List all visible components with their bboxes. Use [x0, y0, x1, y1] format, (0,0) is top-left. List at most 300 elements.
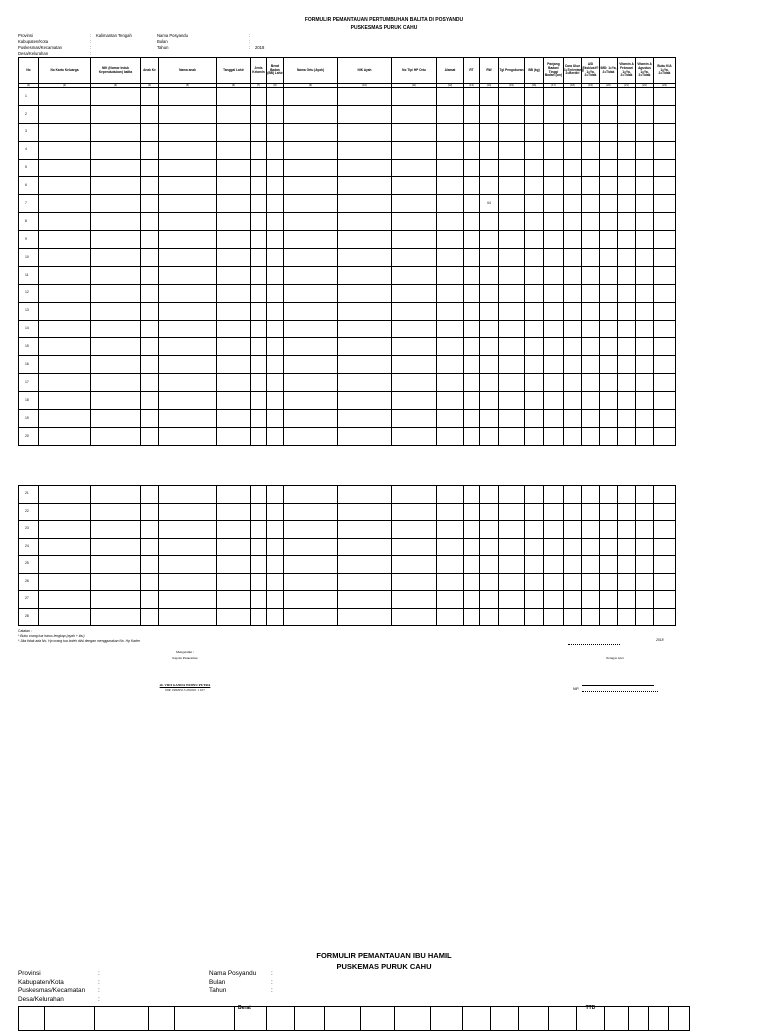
- table-cell[interactable]: [141, 302, 159, 320]
- table-cell[interactable]: [544, 392, 564, 410]
- table-cell[interactable]: [39, 213, 91, 231]
- table-cell[interactable]: [600, 427, 618, 445]
- table-cell[interactable]: [39, 249, 91, 267]
- table-cell[interactable]: [499, 392, 525, 410]
- table-cell[interactable]: [267, 427, 284, 445]
- table-cell[interactable]: [564, 591, 582, 609]
- table-cell[interactable]: [564, 608, 582, 626]
- table-cell[interactable]: [564, 105, 582, 123]
- table-cell[interactable]: [437, 302, 464, 320]
- table-cell[interactable]: [39, 141, 91, 159]
- table-cell[interactable]: [338, 503, 392, 521]
- table-cell[interactable]: [544, 608, 564, 626]
- table-cell[interactable]: [91, 320, 141, 338]
- table-cell[interactable]: [480, 213, 499, 231]
- table-cell[interactable]: [544, 284, 564, 302]
- table-cell[interactable]: [636, 213, 654, 231]
- table-cell[interactable]: [544, 410, 564, 428]
- table-cell[interactable]: [159, 538, 217, 556]
- table-cell[interactable]: [525, 427, 544, 445]
- table-cell[interactable]: [437, 374, 464, 392]
- table-cell[interactable]: [636, 88, 654, 106]
- table-cell[interactable]: [564, 374, 582, 392]
- table-cell[interactable]: [267, 88, 284, 106]
- table-cell[interactable]: [544, 486, 564, 504]
- table-cell[interactable]: [284, 177, 338, 195]
- table-cell[interactable]: [141, 486, 159, 504]
- table-cell[interactable]: [159, 356, 217, 374]
- table-cell[interactable]: [141, 88, 159, 106]
- table-cell[interactable]: [251, 266, 267, 284]
- table-cell[interactable]: [618, 410, 636, 428]
- table-cell[interactable]: [217, 538, 251, 556]
- table-cell[interactable]: [392, 105, 437, 123]
- table-cell[interactable]: [91, 392, 141, 410]
- table-cell[interactable]: [217, 105, 251, 123]
- table-cell[interactable]: [217, 141, 251, 159]
- table-cell[interactable]: [499, 249, 525, 267]
- table-cell[interactable]: [544, 159, 564, 177]
- table-cell[interactable]: [636, 195, 654, 213]
- table-cell[interactable]: [618, 427, 636, 445]
- table-cell[interactable]: [654, 141, 676, 159]
- table-cell[interactable]: [480, 105, 499, 123]
- table-cell[interactable]: [480, 538, 499, 556]
- table-cell[interactable]: [392, 231, 437, 249]
- table-cell[interactable]: [544, 266, 564, 284]
- table-cell[interactable]: [392, 249, 437, 267]
- table-cell[interactable]: [267, 105, 284, 123]
- table-cell[interactable]: [251, 231, 267, 249]
- table-cell[interactable]: [464, 338, 480, 356]
- table-cell[interactable]: [636, 231, 654, 249]
- table-cell[interactable]: [141, 177, 159, 195]
- table-cell[interactable]: [267, 141, 284, 159]
- table-cell[interactable]: [480, 410, 499, 428]
- table-cell[interactable]: [600, 338, 618, 356]
- table-cell[interactable]: [636, 105, 654, 123]
- table-cell[interactable]: [600, 392, 618, 410]
- table-cell[interactable]: [480, 427, 499, 445]
- table-cell[interactable]: [480, 338, 499, 356]
- table-cell[interactable]: [582, 159, 600, 177]
- table-cell[interactable]: [437, 608, 464, 626]
- table-cell[interactable]: [217, 284, 251, 302]
- table-cell[interactable]: [39, 105, 91, 123]
- table-cell[interactable]: [267, 486, 284, 504]
- table-cell[interactable]: [499, 338, 525, 356]
- table-cell[interactable]: [525, 141, 544, 159]
- table-cell[interactable]: [217, 608, 251, 626]
- table-cell[interactable]: [141, 392, 159, 410]
- table-cell[interactable]: [582, 266, 600, 284]
- table-cell[interactable]: [251, 392, 267, 410]
- table-cell[interactable]: [217, 159, 251, 177]
- table-cell[interactable]: [91, 503, 141, 521]
- table-cell[interactable]: [618, 177, 636, 195]
- table-cell[interactable]: [159, 88, 217, 106]
- table-cell[interactable]: [284, 302, 338, 320]
- table-cell[interactable]: [582, 356, 600, 374]
- table-cell[interactable]: [464, 356, 480, 374]
- table-cell[interactable]: [267, 573, 284, 591]
- table-cell[interactable]: [284, 591, 338, 609]
- table-cell[interactable]: [618, 320, 636, 338]
- table-cell[interactable]: [636, 302, 654, 320]
- table-cell[interactable]: [267, 356, 284, 374]
- table-cell[interactable]: [338, 392, 392, 410]
- table-cell[interactable]: [636, 556, 654, 574]
- table-cell[interactable]: [618, 338, 636, 356]
- table-cell[interactable]: [636, 159, 654, 177]
- table-cell[interactable]: [618, 159, 636, 177]
- table-cell[interactable]: [464, 410, 480, 428]
- table-cell[interactable]: [392, 573, 437, 591]
- table-cell[interactable]: [217, 195, 251, 213]
- table-cell[interactable]: [480, 284, 499, 302]
- table-cell[interactable]: [91, 556, 141, 574]
- table-cell[interactable]: [284, 266, 338, 284]
- table-cell[interactable]: [600, 231, 618, 249]
- table-cell[interactable]: [141, 105, 159, 123]
- table-cell[interactable]: [338, 427, 392, 445]
- table-cell[interactable]: [141, 141, 159, 159]
- table-cell[interactable]: [392, 392, 437, 410]
- table-cell[interactable]: [480, 591, 499, 609]
- table-cell[interactable]: [338, 320, 392, 338]
- table-cell[interactable]: [159, 410, 217, 428]
- table-cell[interactable]: [251, 608, 267, 626]
- table-cell[interactable]: [267, 608, 284, 626]
- table-cell[interactable]: [392, 302, 437, 320]
- table-cell[interactable]: [544, 88, 564, 106]
- table-cell[interactable]: [437, 88, 464, 106]
- table-cell[interactable]: [564, 302, 582, 320]
- table-cell[interactable]: [437, 320, 464, 338]
- table-cell[interactable]: [464, 177, 480, 195]
- table-cell[interactable]: [392, 410, 437, 428]
- table-cell[interactable]: [582, 123, 600, 141]
- table-cell[interactable]: [480, 486, 499, 504]
- table-cell[interactable]: [525, 195, 544, 213]
- table-cell[interactable]: [544, 427, 564, 445]
- table-cell[interactable]: [636, 356, 654, 374]
- table-cell[interactable]: [91, 302, 141, 320]
- table-cell[interactable]: [284, 213, 338, 231]
- table-cell[interactable]: [159, 591, 217, 609]
- table-cell[interactable]: [392, 427, 437, 445]
- table-cell[interactable]: [636, 503, 654, 521]
- table-cell[interactable]: [437, 195, 464, 213]
- table-cell[interactable]: [499, 591, 525, 609]
- table-cell[interactable]: [636, 177, 654, 195]
- table-cell[interactable]: [437, 177, 464, 195]
- table-cell[interactable]: [582, 249, 600, 267]
- table-cell[interactable]: [600, 320, 618, 338]
- table-cell[interactable]: [480, 302, 499, 320]
- table-cell[interactable]: [582, 320, 600, 338]
- table-cell[interactable]: [91, 123, 141, 141]
- table-cell[interactable]: [437, 159, 464, 177]
- table-cell[interactable]: [267, 538, 284, 556]
- table-cell[interactable]: [544, 249, 564, 267]
- table-cell[interactable]: [636, 521, 654, 539]
- table-cell[interactable]: [437, 503, 464, 521]
- table-cell[interactable]: [159, 608, 217, 626]
- table-cell[interactable]: [338, 159, 392, 177]
- table-cell[interactable]: [251, 374, 267, 392]
- table-cell[interactable]: [618, 392, 636, 410]
- table-cell[interactable]: [159, 320, 217, 338]
- table-cell[interactable]: [251, 338, 267, 356]
- table-cell[interactable]: [464, 374, 480, 392]
- table-cell[interactable]: [564, 427, 582, 445]
- table-cell[interactable]: [464, 486, 480, 504]
- table-cell[interactable]: [251, 302, 267, 320]
- table-cell[interactable]: [525, 284, 544, 302]
- table-cell[interactable]: [338, 177, 392, 195]
- table-cell[interactable]: [251, 88, 267, 106]
- table-cell[interactable]: [338, 374, 392, 392]
- table-cell[interactable]: [582, 284, 600, 302]
- table-cell[interactable]: [654, 374, 676, 392]
- table-cell[interactable]: [284, 141, 338, 159]
- table-cell[interactable]: [618, 608, 636, 626]
- table-cell[interactable]: [39, 266, 91, 284]
- table-cell[interactable]: [91, 88, 141, 106]
- table-cell[interactable]: [582, 538, 600, 556]
- table-cell[interactable]: [582, 195, 600, 213]
- table-cell[interactable]: [91, 356, 141, 374]
- table-cell[interactable]: [284, 105, 338, 123]
- table-cell[interactable]: [582, 88, 600, 106]
- table-cell[interactable]: [582, 427, 600, 445]
- table-cell[interactable]: [564, 266, 582, 284]
- table-cell[interactable]: [91, 486, 141, 504]
- table-cell[interactable]: [525, 338, 544, 356]
- table-cell[interactable]: [544, 591, 564, 609]
- table-cell[interactable]: [284, 486, 338, 504]
- table-cell[interactable]: [437, 105, 464, 123]
- table-cell[interactable]: [251, 213, 267, 231]
- table-cell[interactable]: [39, 573, 91, 591]
- table-cell[interactable]: [654, 538, 676, 556]
- table-cell[interactable]: [525, 231, 544, 249]
- table-cell[interactable]: [464, 213, 480, 231]
- table-cell[interactable]: [544, 538, 564, 556]
- table-cell[interactable]: [464, 591, 480, 609]
- table-cell[interactable]: [141, 591, 159, 609]
- table-cell[interactable]: [217, 374, 251, 392]
- table-cell[interactable]: [480, 573, 499, 591]
- table-cell[interactable]: [544, 356, 564, 374]
- table-cell[interactable]: [338, 213, 392, 231]
- table-cell[interactable]: [338, 338, 392, 356]
- table-cell[interactable]: [141, 284, 159, 302]
- table-cell[interactable]: [217, 356, 251, 374]
- table-cell[interactable]: [564, 213, 582, 231]
- table-cell[interactable]: [654, 177, 676, 195]
- table-cell[interactable]: [39, 486, 91, 504]
- table-cell[interactable]: [91, 284, 141, 302]
- table-cell[interactable]: [618, 591, 636, 609]
- table-cell[interactable]: [267, 266, 284, 284]
- table-cell[interactable]: [525, 356, 544, 374]
- table-cell[interactable]: [464, 521, 480, 539]
- table-cell[interactable]: [251, 486, 267, 504]
- table-cell[interactable]: [525, 521, 544, 539]
- table-cell[interactable]: [544, 320, 564, 338]
- table-cell[interactable]: [544, 213, 564, 231]
- table-cell[interactable]: [91, 195, 141, 213]
- table-cell[interactable]: [437, 591, 464, 609]
- table-cell[interactable]: [654, 213, 676, 231]
- table-cell[interactable]: [499, 521, 525, 539]
- table-cell[interactable]: [582, 521, 600, 539]
- table-cell[interactable]: [618, 374, 636, 392]
- table-cell[interactable]: [464, 284, 480, 302]
- table-cell[interactable]: [564, 573, 582, 591]
- table-cell[interactable]: [582, 410, 600, 428]
- table-cell[interactable]: [600, 213, 618, 231]
- table-cell[interactable]: [464, 141, 480, 159]
- table-cell[interactable]: [654, 266, 676, 284]
- table-cell[interactable]: [480, 556, 499, 574]
- table-cell[interactable]: [600, 538, 618, 556]
- table-cell[interactable]: [564, 521, 582, 539]
- table-cell[interactable]: [392, 141, 437, 159]
- table-cell[interactable]: [464, 427, 480, 445]
- table-cell[interactable]: [544, 503, 564, 521]
- table-cell[interactable]: [499, 213, 525, 231]
- table-cell[interactable]: [437, 356, 464, 374]
- table-cell[interactable]: [392, 503, 437, 521]
- table-cell[interactable]: [499, 88, 525, 106]
- table-cell[interactable]: [437, 141, 464, 159]
- table-cell[interactable]: [284, 320, 338, 338]
- table-cell[interactable]: [582, 591, 600, 609]
- table-cell[interactable]: [159, 159, 217, 177]
- table-cell[interactable]: [600, 302, 618, 320]
- table-cell[interactable]: [338, 486, 392, 504]
- table-cell[interactable]: [525, 320, 544, 338]
- table-cell[interactable]: [582, 302, 600, 320]
- table-cell[interactable]: [338, 231, 392, 249]
- table-cell[interactable]: [437, 213, 464, 231]
- table-cell[interactable]: [464, 538, 480, 556]
- table-cell[interactable]: [564, 338, 582, 356]
- table-cell[interactable]: [499, 608, 525, 626]
- table-cell[interactable]: [618, 284, 636, 302]
- table-cell[interactable]: [600, 88, 618, 106]
- table-cell[interactable]: [499, 538, 525, 556]
- table-cell[interactable]: [499, 231, 525, 249]
- table-cell[interactable]: [464, 105, 480, 123]
- table-cell[interactable]: [159, 177, 217, 195]
- table-cell[interactable]: [464, 88, 480, 106]
- table-cell[interactable]: [91, 159, 141, 177]
- table-cell[interactable]: [39, 608, 91, 626]
- table-cell[interactable]: [544, 177, 564, 195]
- table-cell[interactable]: [338, 356, 392, 374]
- table-cell[interactable]: [525, 266, 544, 284]
- table-cell[interactable]: [267, 320, 284, 338]
- table-cell[interactable]: [217, 521, 251, 539]
- table-cell[interactable]: [91, 105, 141, 123]
- table-cell[interactable]: [267, 521, 284, 539]
- table-cell[interactable]: [600, 195, 618, 213]
- table-cell[interactable]: [159, 231, 217, 249]
- table-cell[interactable]: [91, 338, 141, 356]
- table-cell[interactable]: [159, 302, 217, 320]
- table-cell[interactable]: [91, 538, 141, 556]
- table-cell[interactable]: [159, 284, 217, 302]
- table-cell[interactable]: [217, 88, 251, 106]
- table-cell[interactable]: [141, 231, 159, 249]
- table-cell[interactable]: [480, 123, 499, 141]
- table-cell[interactable]: [480, 159, 499, 177]
- table-cell[interactable]: [141, 427, 159, 445]
- table-cell[interactable]: [39, 177, 91, 195]
- table-cell[interactable]: [217, 302, 251, 320]
- table-cell[interactable]: [284, 521, 338, 539]
- table-cell[interactable]: [654, 392, 676, 410]
- table-cell[interactable]: [525, 608, 544, 626]
- table-cell[interactable]: [338, 141, 392, 159]
- table-cell[interactable]: [525, 410, 544, 428]
- table-cell[interactable]: [39, 284, 91, 302]
- table-cell[interactable]: [564, 177, 582, 195]
- table-cell[interactable]: [437, 573, 464, 591]
- table-cell[interactable]: [141, 410, 159, 428]
- table-cell[interactable]: [338, 591, 392, 609]
- table-cell[interactable]: [284, 159, 338, 177]
- table-cell[interactable]: [464, 608, 480, 626]
- table-cell[interactable]: [141, 374, 159, 392]
- table-cell[interactable]: [251, 177, 267, 195]
- table-cell[interactable]: [39, 231, 91, 249]
- table-cell[interactable]: [91, 231, 141, 249]
- table-cell[interactable]: [284, 231, 338, 249]
- table-cell[interactable]: [159, 195, 217, 213]
- table-cell[interactable]: [39, 159, 91, 177]
- table-cell[interactable]: [437, 231, 464, 249]
- table-cell[interactable]: [267, 374, 284, 392]
- table-cell[interactable]: [636, 573, 654, 591]
- table-cell[interactable]: [600, 123, 618, 141]
- table-cell[interactable]: [217, 591, 251, 609]
- table-cell[interactable]: [392, 123, 437, 141]
- table-cell[interactable]: [251, 538, 267, 556]
- table-cell[interactable]: [338, 249, 392, 267]
- table-cell[interactable]: [636, 123, 654, 141]
- table-cell[interactable]: [499, 123, 525, 141]
- table-cell[interactable]: [267, 556, 284, 574]
- table-cell[interactable]: [654, 320, 676, 338]
- table-cell[interactable]: [654, 356, 676, 374]
- table-cell[interactable]: [141, 338, 159, 356]
- table-cell[interactable]: [437, 538, 464, 556]
- table-cell[interactable]: [636, 486, 654, 504]
- table-cell[interactable]: [338, 556, 392, 574]
- table-cell[interactable]: [392, 213, 437, 231]
- table-cell[interactable]: [338, 88, 392, 106]
- table-cell[interactable]: [564, 195, 582, 213]
- table-cell[interactable]: [654, 231, 676, 249]
- table-cell[interactable]: [437, 486, 464, 504]
- table-cell[interactable]: [654, 284, 676, 302]
- table-cell[interactable]: [582, 213, 600, 231]
